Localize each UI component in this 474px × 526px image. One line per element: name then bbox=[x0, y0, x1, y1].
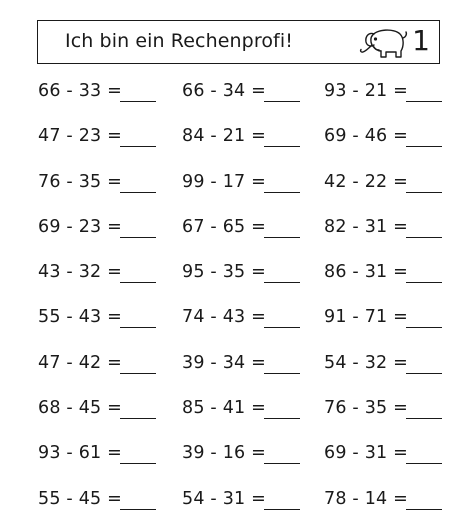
exercise-expression: 55 - 43 = bbox=[38, 307, 123, 328]
exercise-item bbox=[38, 487, 160, 513]
exercise-item bbox=[324, 260, 446, 286]
exercise-expression: 47 - 23 = bbox=[38, 126, 123, 147]
exercise-item bbox=[182, 79, 304, 105]
exercise-expression: 84 - 21 = bbox=[182, 126, 267, 147]
exercise-row bbox=[38, 390, 458, 435]
answer-blank[interactable] bbox=[406, 146, 442, 147]
answer-blank[interactable] bbox=[120, 463, 156, 464]
exercise-item bbox=[324, 170, 446, 196]
exercise-item bbox=[182, 215, 304, 241]
exercise-expression: 55 - 45 = bbox=[38, 488, 123, 509]
answer-blank[interactable] bbox=[264, 101, 300, 102]
exercise-expression: 67 - 65 = bbox=[182, 216, 267, 237]
exercise-item bbox=[182, 441, 304, 467]
exercise-item bbox=[38, 260, 160, 286]
exercise-row bbox=[38, 299, 458, 344]
exercise-expression: 54 - 32 = bbox=[324, 352, 409, 373]
exercise-expression: 66 - 33 = bbox=[38, 81, 123, 101]
answer-blank[interactable] bbox=[120, 237, 156, 238]
exercise-expression: 69 - 46 = bbox=[324, 126, 409, 147]
exercise-item bbox=[182, 351, 304, 377]
exercise-expression: 43 - 32 = bbox=[38, 262, 123, 283]
answer-blank[interactable] bbox=[406, 418, 442, 419]
answer-blank[interactable] bbox=[406, 373, 442, 374]
exercise-item bbox=[182, 124, 304, 150]
exercise-item bbox=[324, 79, 446, 105]
answer-blank[interactable] bbox=[264, 282, 300, 283]
exercise-item bbox=[38, 215, 160, 241]
exercise-item bbox=[182, 260, 304, 286]
exercise-item bbox=[38, 124, 160, 150]
exercise-item bbox=[182, 487, 304, 513]
exercise-item bbox=[182, 396, 304, 422]
answer-blank[interactable] bbox=[264, 192, 300, 193]
answer-blank[interactable] bbox=[264, 373, 300, 374]
exercise-row bbox=[38, 73, 458, 118]
exercise-item bbox=[324, 215, 446, 241]
exercise-expression: 85 - 41 = bbox=[182, 398, 267, 419]
exercise-item bbox=[38, 396, 160, 422]
exercise-expression: 99 - 17 = bbox=[182, 171, 267, 192]
answer-blank[interactable] bbox=[264, 418, 300, 419]
exercise-expression: 76 - 35 = bbox=[38, 171, 123, 192]
exercise-row bbox=[38, 118, 458, 163]
exercise-expression: 93 - 21 = bbox=[324, 81, 409, 101]
exercise-item bbox=[38, 79, 160, 105]
page-number: 1 bbox=[412, 24, 430, 57]
answer-blank[interactable] bbox=[406, 463, 442, 464]
exercise-item bbox=[182, 305, 304, 331]
answer-blank[interactable] bbox=[406, 282, 442, 283]
answer-blank[interactable] bbox=[406, 509, 442, 510]
answer-blank[interactable] bbox=[264, 237, 300, 238]
exercise-row bbox=[38, 345, 458, 390]
exercise-row bbox=[38, 435, 458, 480]
exercise-row bbox=[38, 164, 458, 209]
answer-blank[interactable] bbox=[120, 373, 156, 374]
answer-blank[interactable] bbox=[120, 101, 156, 102]
exercise-expression: 47 - 42 = bbox=[38, 352, 123, 373]
exercise-expression: 76 - 35 = bbox=[324, 398, 409, 419]
answer-blank[interactable] bbox=[264, 509, 300, 510]
exercise-item bbox=[38, 305, 160, 331]
exercise-expression: 66 - 34 = bbox=[182, 81, 267, 101]
answer-blank[interactable] bbox=[120, 327, 156, 328]
answer-blank[interactable] bbox=[264, 327, 300, 328]
answer-blank[interactable] bbox=[120, 192, 156, 193]
exercise-item bbox=[324, 487, 446, 513]
exercise-expression: 86 - 31 = bbox=[324, 262, 409, 283]
answer-blank[interactable] bbox=[120, 146, 156, 147]
exercise-expression: 74 - 43 = bbox=[182, 307, 267, 328]
exercise-item bbox=[324, 124, 446, 150]
exercise-expression: 91 - 71 = bbox=[324, 307, 409, 328]
answer-blank[interactable] bbox=[120, 509, 156, 510]
exercise-expression: 39 - 34 = bbox=[182, 352, 267, 373]
exercise-expression: 93 - 61 = bbox=[38, 443, 123, 464]
exercise-expression: 78 - 14 = bbox=[324, 488, 409, 509]
exercise-item bbox=[38, 441, 160, 467]
exercise-item bbox=[324, 396, 446, 422]
worksheet-header bbox=[37, 20, 440, 64]
exercise-item bbox=[324, 305, 446, 331]
answer-blank[interactable] bbox=[406, 327, 442, 328]
worksheet-title: Ich bin ein Rechenprofi! bbox=[65, 30, 293, 52]
exercise-expression: 95 - 35 = bbox=[182, 262, 267, 283]
exercise-item bbox=[38, 170, 160, 196]
exercise-row bbox=[38, 254, 458, 299]
answer-blank[interactable] bbox=[120, 282, 156, 283]
answer-blank[interactable] bbox=[264, 146, 300, 147]
exercise-row bbox=[38, 481, 458, 526]
exercise-expression: 69 - 23 = bbox=[38, 216, 123, 237]
answer-blank[interactable] bbox=[406, 101, 442, 102]
exercise-item bbox=[324, 351, 446, 377]
answer-blank[interactable] bbox=[406, 192, 442, 193]
answer-blank[interactable] bbox=[120, 418, 156, 419]
exercise-expression: 54 - 31 = bbox=[182, 488, 267, 509]
exercise-expression: 82 - 31 = bbox=[324, 216, 409, 237]
answer-blank[interactable] bbox=[406, 237, 442, 238]
elephant-icon bbox=[350, 24, 410, 60]
exercise-expression: 39 - 16 = bbox=[182, 443, 267, 464]
exercise-expression: 42 - 22 = bbox=[324, 171, 409, 192]
exercise-row bbox=[38, 209, 458, 254]
exercise-item bbox=[324, 441, 446, 467]
exercise-expression: 68 - 45 = bbox=[38, 398, 123, 419]
exercise-item bbox=[38, 351, 160, 377]
answer-blank[interactable] bbox=[264, 463, 300, 464]
exercise-item bbox=[182, 170, 304, 196]
exercise-expression: 69 - 31 = bbox=[324, 443, 409, 464]
exercise-grid bbox=[38, 73, 458, 526]
